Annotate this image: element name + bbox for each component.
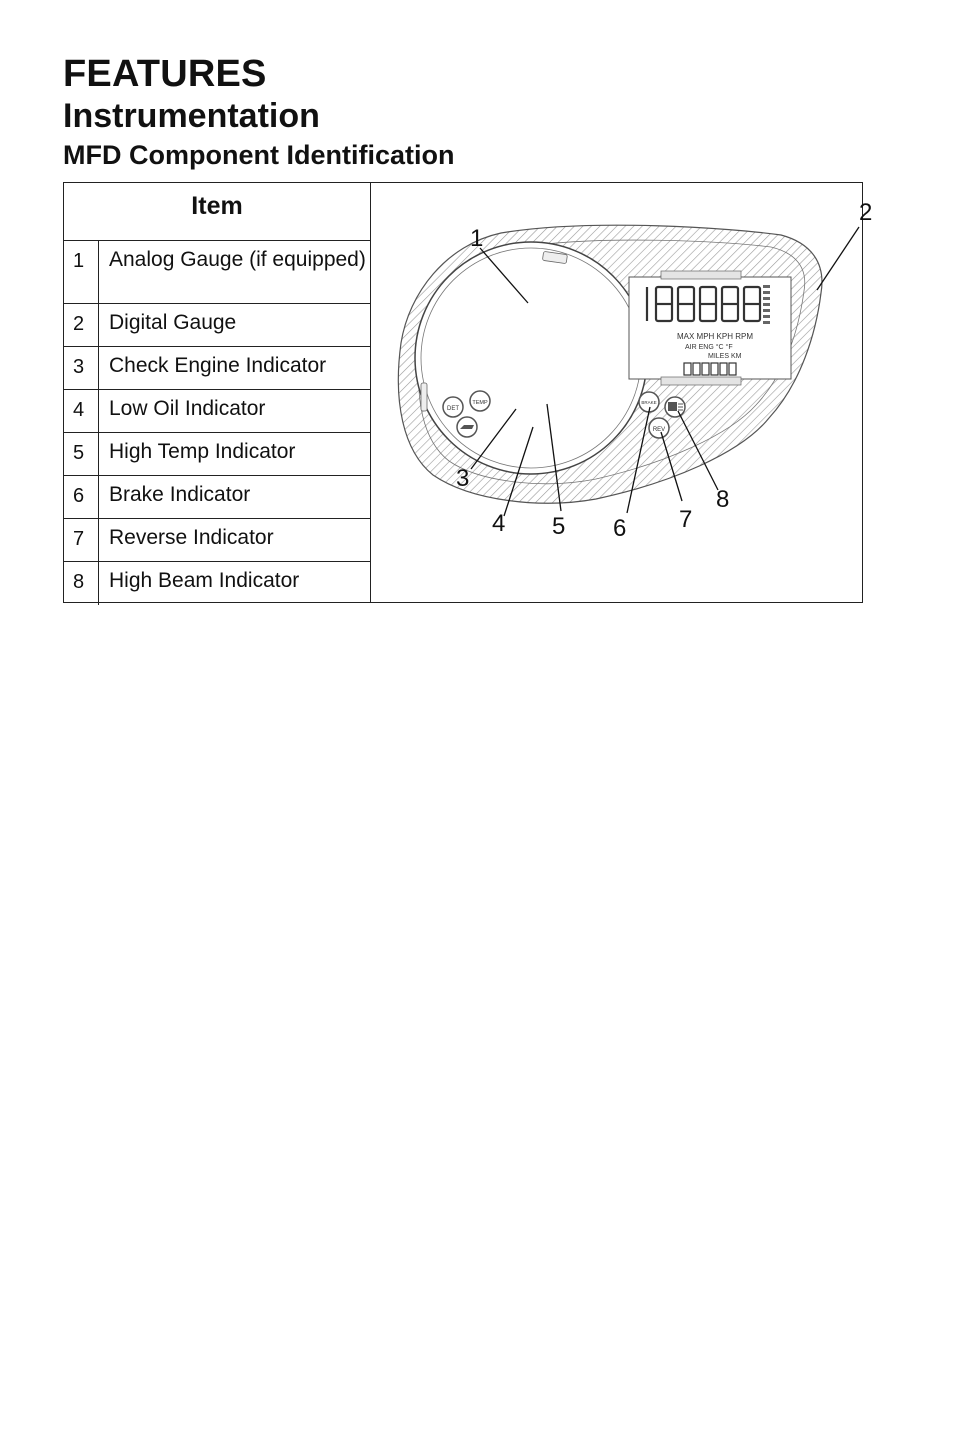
- display-units-row3: MILES KM: [708, 353, 742, 360]
- table-header: Item: [64, 183, 370, 241]
- svg-text:REV: REV: [652, 427, 666, 433]
- callout-6: 6: [613, 515, 627, 542]
- check-engine-indicator: [443, 397, 463, 417]
- item-number: 4: [64, 390, 99, 432]
- mfd-illustration: [371, 183, 873, 602]
- table-row: [64, 562, 370, 605]
- item-number: 3: [64, 347, 99, 389]
- item-label: Brake Indicator: [109, 483, 251, 506]
- svg-text:TEMP: TEMP: [472, 400, 488, 406]
- analog-gauge: [415, 242, 647, 474]
- svg-text:BRAKE: BRAKE: [641, 400, 657, 405]
- table-row: [64, 390, 370, 433]
- reverse-indicator: [649, 418, 669, 438]
- item-number: 2: [64, 304, 99, 346]
- svg-text:DET: DET: [447, 406, 459, 412]
- item-label: Analog Gauge (if equipped): [109, 248, 366, 271]
- table-row: [64, 304, 370, 347]
- item-number: 8: [64, 562, 99, 605]
- callout-5: 5: [552, 513, 566, 540]
- table-row: [64, 519, 370, 562]
- item-label: High Temp Indicator: [109, 440, 296, 463]
- callout-2: 2: [859, 199, 873, 226]
- item-label: Low Oil Indicator: [109, 397, 266, 420]
- item-label: Digital Gauge: [109, 311, 237, 334]
- item-list: [64, 183, 371, 602]
- display-units-row2: AIR ENG °C °F: [685, 344, 733, 351]
- callout-4: 4: [492, 510, 506, 537]
- component-identification-table: [63, 182, 873, 603]
- callout-8: 8: [716, 486, 730, 513]
- item-label: High Beam Indicator: [109, 569, 300, 592]
- item-number: 5: [64, 433, 99, 475]
- mfd-diagram: [371, 183, 873, 602]
- item-label: Check Engine Indicator: [109, 354, 327, 377]
- item-number: 6: [64, 476, 99, 518]
- table-row: [64, 347, 370, 390]
- section-heading: FEATURES: [63, 53, 267, 95]
- table-row: [64, 433, 370, 476]
- callout-3: 3: [456, 465, 470, 492]
- item-number: 1: [64, 241, 99, 303]
- subsection-heading: Instrumentation: [63, 97, 320, 135]
- item-label: Reverse Indicator: [109, 526, 274, 549]
- page-title: MFD Component Identification: [63, 140, 455, 170]
- item-number: 7: [64, 519, 99, 561]
- callout-7: 7: [679, 506, 693, 533]
- high-temp-indicator: [470, 391, 490, 411]
- high-beam-indicator: [665, 397, 685, 417]
- table-row: [64, 241, 370, 304]
- callout-1: 1: [470, 225, 484, 252]
- digital-gauge: [629, 271, 791, 385]
- display-units-row1: MAX MPH KPH RPM: [677, 332, 754, 341]
- table-row: [64, 476, 370, 519]
- low-oil-indicator: [457, 417, 477, 437]
